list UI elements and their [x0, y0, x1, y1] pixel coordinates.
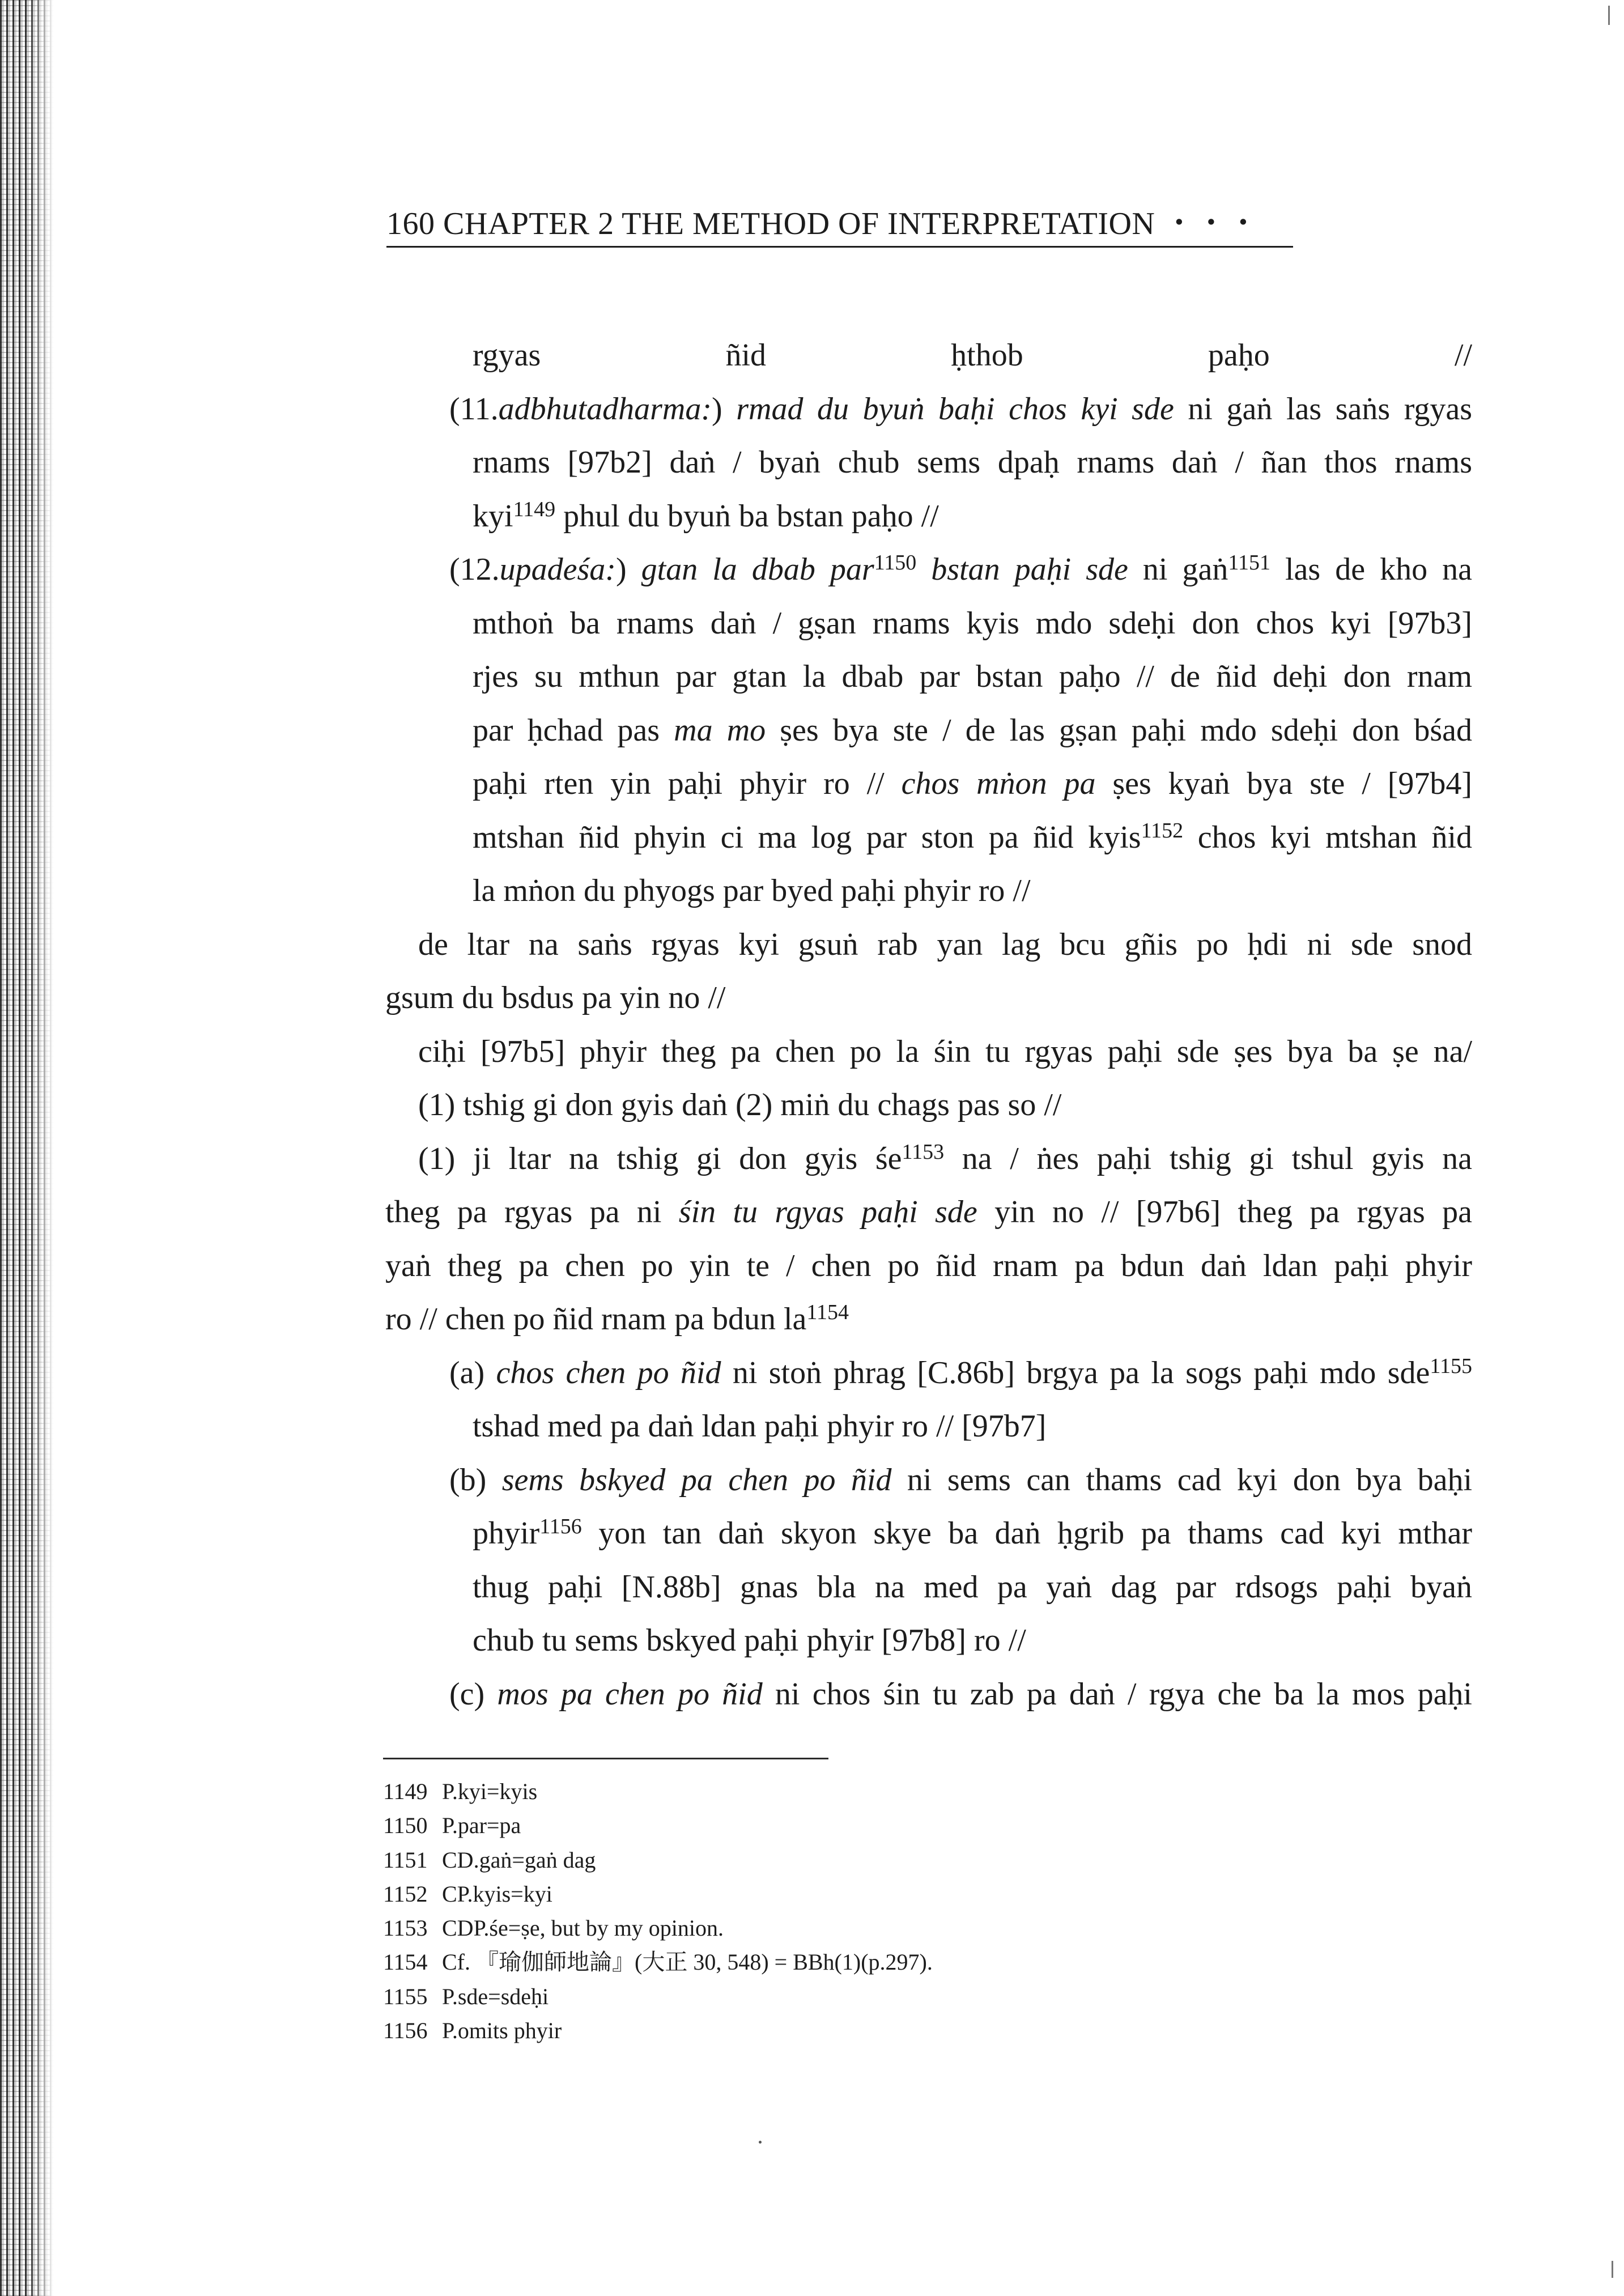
text-line: kyi$^{1149}$ phul du byuṅ ba bstan paḥo //: [473, 497, 939, 534]
text-line: (1) tshig gi don gyis daṅ (2) miṅ du chags pas so //: [418, 1087, 1062, 1123]
footnote-number: 1152: [383, 1881, 428, 1907]
scan-edge-mark: [1608, 6, 1610, 25]
text-line: yaṅ theg pa chen po yin te / chen po ñid rnam pa bdun daṅ ldan paḥi phyir: [385, 1248, 1472, 1283]
footnote-number: 1150: [383, 1813, 428, 1839]
running-header: 160 CHAPTER 2 THE METHOD OF INTERPRETATION ・・・: [386, 198, 1293, 248]
footnote-number: 1149: [383, 1779, 428, 1804]
footnote: [383, 1980, 1460, 2014]
text-line: (1) ji ltar na tshig gi don gyis $śe^{1153}$ na / ṅes paḥi tshig gi tshul gyis na: [418, 1140, 1473, 1176]
footnote-separator-rule: [383, 1758, 828, 1759]
text-line: (c) mos pa chen po ñid ni chos śin tu zab pa daṅ / rgya che ba la mos paḥi: [449, 1676, 1472, 1712]
text-line: theg pa rgyas pa ni śin tu rgyas paḥi sde yin no // [97b6] theg pa rgyas pa: [385, 1194, 1472, 1230]
footnote: [383, 1843, 1460, 1877]
footnote-text: P.kyi=kyis: [442, 1779, 538, 1804]
footnote-number: 1155: [383, 1983, 428, 2009]
text-line: rnams [97b2] daṅ / byaṅ chub sems dpaḥ rnams daṅ / ñan thos rnams: [473, 445, 1472, 480]
footnote: [383, 1775, 1460, 1809]
text-line: (12.upadeśa:) gtan la dbab par$^{1150}$ bstan paḥi sde ni gaṅ$^{1151}$ las de kho na: [449, 551, 1473, 587]
text-line: ciḥi [97b5] phyir theg pa chen po la śin tu rgyas paḥi sde ṣes bya ba ṣe na/: [418, 1034, 1472, 1069]
text-line: paḥi rten yin paḥi phyir ro // chos mṅon pa ṣes kyaṅ bya ste / [97b4]: [473, 766, 1473, 801]
text-line: rjes su mthun par gtan la dbab par bstan paḥo // de ñid deḥi don rnam: [473, 659, 1472, 694]
footnote-number: 1154: [383, 1949, 428, 1975]
footnote-text: P.par=pa: [442, 1813, 521, 1839]
text-line: (11.adbhutadharma:) rmad du byuṅ baḥi chos kyi sde ni gaṅ las saṅs rgyas: [449, 391, 1472, 427]
footnote-number: 1153: [383, 1915, 428, 1941]
footnote-text: P.sde=sdeḥi: [442, 1983, 549, 2009]
footnotes: [383, 1775, 1460, 2048]
footnote-text: CD.gaṅ=gaṅ dag: [442, 1847, 596, 1873]
text-line: gsum du bsdus pa yin no //: [385, 980, 726, 1015]
footnote-text: CDP.śe=ṣe, but by my opinion.: [442, 1915, 724, 1941]
text-line: rgyas ñid ḥthob paḥo //: [473, 338, 1472, 373]
footnote: [383, 1809, 1460, 1843]
text-line: (a) chos chen po ñid ni stoṅ phrag [C.86b] brgya pa la sogs paḥi mdo sde$^{1155}$: [449, 1354, 1473, 1391]
footnote: [383, 1911, 1460, 1945]
text-line: la mṅon du phyogs par byed paḥi phyir ro //: [473, 873, 1031, 908]
text-line: mthoṅ ba rnams daṅ / gṣan rnams kyis mdo sdeḥi don chos kyi [97b3]: [473, 605, 1472, 641]
footnote-text: P.omits phyir: [442, 2018, 562, 2044]
footnote-text: CP.kyis=kyi: [442, 1881, 552, 1907]
footnote: [383, 2014, 1460, 2048]
footnote: [383, 1945, 1460, 1979]
text-line: tshad med pa daṅ ldan paḥi phyir ro // [97b7]: [473, 1409, 1047, 1444]
text-line: phyir$^{1156}$ yon tan daṅ skyon skye ba daṅ ḥgrib pa thams cad kyi mthar: [473, 1515, 1472, 1551]
text-line: ro // chen po ñid rnam pa bdun $la^{1154}$: [385, 1300, 849, 1337]
footnote-number: 1156: [383, 2018, 428, 2044]
text-line: mtshan ñid phyin ci ma log par ston pa ñid kyis$^{1152}$ chos kyi mtshan ñid: [473, 818, 1472, 855]
main-text: [385, 329, 1473, 1721]
footnote: [383, 1877, 1460, 1911]
scan-edge-mark: [1612, 2261, 1613, 2278]
text-line: chub tu sems bskyed paḥi phyir [97b8] ro //: [473, 1623, 1026, 1658]
text-line: de ltar na saṅs rgyas kyi gsuṅ rab yan lag bcu gñis po ḥdi ni sde snod: [418, 926, 1472, 962]
text-line: (b) sems bskyed pa chen po ñid ni sems can thams cad kyi don bya baḥi: [449, 1462, 1473, 1498]
text-line: par ḥchad pas ma mo ṣes bya ste / de las gṣan paḥi mdo sdeḥi don bśad: [473, 712, 1472, 748]
text-line: thug paḥi [N.88b] gnas bla na med pa yaṅ dag par rdsogs paḥi byaṅ: [473, 1569, 1472, 1605]
footnote-number: 1151: [383, 1847, 428, 1873]
scan-speck: [759, 2141, 762, 2144]
footnote-text: Cf. 『瑜伽師地論』(大正 30, 548) = BBh(1)(p.297).: [442, 1949, 933, 1975]
